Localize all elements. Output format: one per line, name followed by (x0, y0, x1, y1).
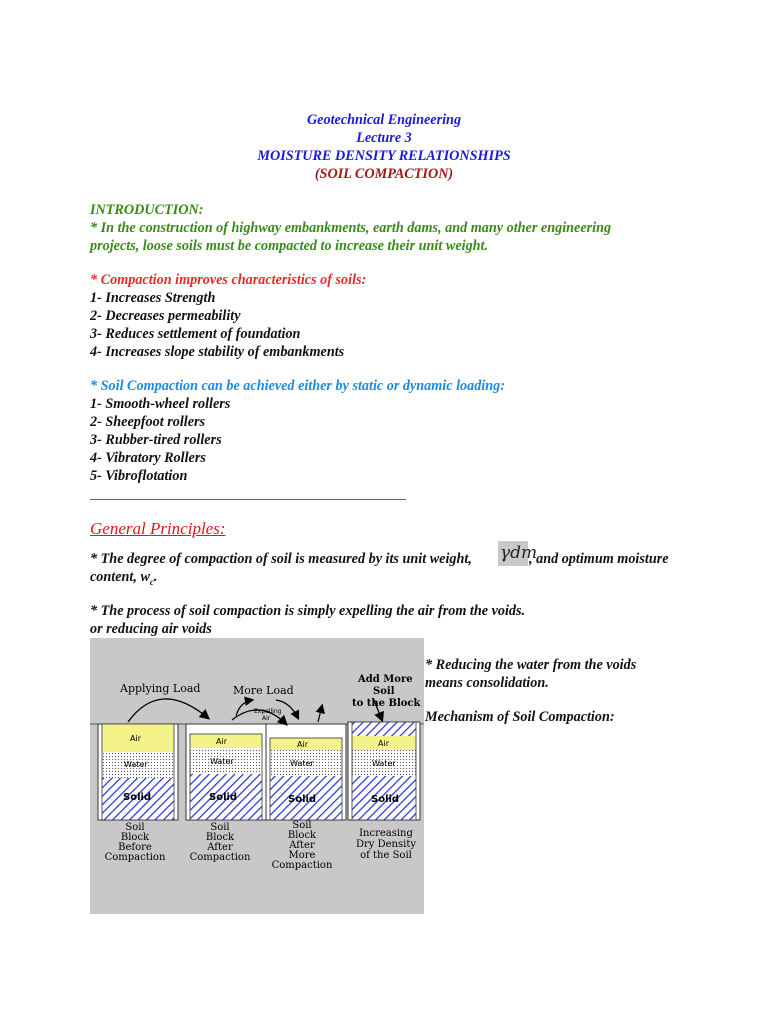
solid-label: Solid (371, 794, 400, 805)
lecture-number: Lecture 3 (356, 130, 412, 146)
caption-line: Soil (125, 822, 145, 833)
mechanism-caption: Mechanism of Soil Compaction: (425, 709, 615, 725)
solid-label: Solid (209, 792, 238, 803)
water-label: Water (290, 759, 314, 768)
caption-line: More (288, 850, 316, 861)
caption-line: Compaction (271, 860, 333, 871)
intro-line-1: * In the construction of highway embankments, earth dams, and many other engineering (90, 220, 612, 236)
consolidation-line-2: means consolidation. (425, 675, 549, 691)
intro-heading: INTRODUCTION: (90, 202, 204, 218)
compaction-diagram (90, 638, 424, 914)
water-label: Water (124, 760, 148, 769)
caption-line: of the Soil (360, 850, 412, 861)
degree-line-1a: * The degree of compaction of soil is measured by its unit weight, (90, 551, 472, 567)
period: . (153, 569, 158, 585)
solid-label: Solid (288, 794, 317, 805)
characteristic-item: 2- Decreases permeability (90, 308, 241, 324)
block-after-more-compaction (266, 724, 346, 820)
soil-word-label: Soil (373, 686, 395, 697)
process-line-2: or reducing air voids (90, 621, 212, 637)
caption-line: Soil (210, 822, 230, 833)
loading-heading: * Soil Compaction can be achieved either by static or dynamic loading: (90, 378, 505, 394)
air-label: Air (297, 740, 308, 749)
caption-line: Compaction (189, 852, 251, 863)
applying-load-label: Applying Load (120, 682, 201, 695)
caption-line: After (289, 840, 315, 851)
content-text: content, w (90, 569, 150, 585)
course-title: Geotechnical Engineering (306, 112, 462, 128)
air-word-label: Air (262, 715, 271, 722)
caption-line: Dry Density (356, 839, 416, 850)
block-after-compaction (186, 724, 266, 820)
loading-item: 4- Vibratory Rollers (90, 450, 206, 466)
water-label: Water (372, 759, 396, 768)
characteristic-item: 3- Reduces settlement of foundation (90, 326, 301, 342)
more-load-label: More Load (233, 684, 294, 697)
characteristic-item: 1- Increases Strength (90, 290, 216, 306)
caption-line: Compaction (104, 852, 166, 863)
caption-line: Before (118, 842, 152, 853)
loading-item: 2- Sheepfoot rollers (90, 414, 206, 430)
characteristic-item: 4- Increases slope stability of embankments (90, 344, 345, 360)
add-more-label: Add More (358, 674, 413, 685)
caption-line: Block (287, 830, 317, 841)
air-label: Air (378, 739, 389, 748)
block-before-compaction (98, 724, 178, 820)
loading-item: 3- Rubber-tired rollers (90, 432, 222, 448)
degree-line-2 (90, 568, 157, 591)
subscript-c: c (149, 576, 154, 587)
general-principles-heading: General Principles: (90, 519, 226, 538)
degree-line-1b: , and optimum moisture (529, 551, 669, 567)
consolidation-line-1: * Reducing the water from the voids (425, 657, 637, 673)
characteristics-heading: * Compaction improves characteristics of soils: (90, 272, 367, 288)
loading-item: 5- Vibroflotation (90, 468, 188, 484)
subtitle: (SOIL COMPACTION) (314, 166, 454, 182)
solid-label: Solid (123, 792, 152, 803)
section-divider (90, 499, 406, 500)
process-line-1: * The process of soil compaction is simply expelling the air from the voids. (90, 603, 526, 619)
unit-weight-symbol (498, 541, 538, 566)
air-label: Air (130, 734, 141, 743)
water-label: Water (210, 757, 234, 766)
symbol-text: γdm (500, 543, 538, 563)
caption-line: Soil (292, 820, 312, 831)
caption-line: Block (120, 832, 150, 843)
caption-line: Block (205, 832, 235, 843)
gamma-symbol-icon (498, 541, 538, 566)
air-label: Air (216, 737, 227, 746)
main-title: MOISTURE DENSITY RELATIONSHIPS (257, 148, 511, 164)
caption-line: Increasing (359, 828, 413, 839)
intro-line-2: projects, loose soils must be compacted to increase their unit weight. (90, 238, 489, 254)
caption-line: After (207, 842, 233, 853)
expelling-label: Expelling (254, 708, 282, 715)
block-increasing-density (348, 722, 420, 820)
loading-item: 1- Smooth-wheel rollers (90, 396, 231, 412)
to-the-block-label: to the Block (352, 698, 421, 709)
